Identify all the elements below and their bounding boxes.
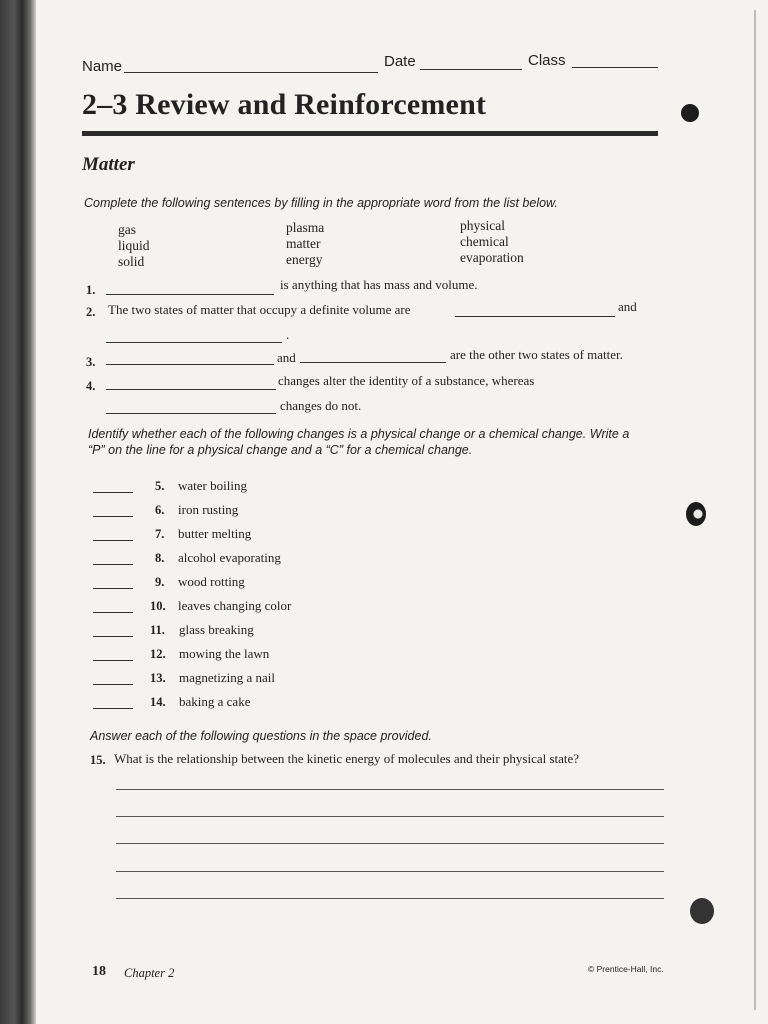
item-number: 6. <box>155 503 165 517</box>
page-title: 2–3 Review and Reinforcement <box>82 88 487 121</box>
date-field[interactable] <box>420 69 522 70</box>
page-number: 18 <box>92 964 106 979</box>
word-evaporation: evaporation <box>460 250 524 265</box>
item-text: leaves changing color <box>178 598 292 613</box>
q3-blank-1[interactable] <box>106 364 274 365</box>
word-matter: matter <box>286 236 321 251</box>
binding-edge <box>0 0 36 1024</box>
item-text: alcohol evaporating <box>178 550 281 565</box>
q15-number: 15. <box>90 753 106 767</box>
answer-blank-5[interactable] <box>93 492 133 493</box>
answer-line-4[interactable] <box>116 871 664 872</box>
item-number: 10. <box>150 599 166 613</box>
page-edge <box>754 10 756 1010</box>
item-text: butter melting <box>178 526 252 541</box>
item-text: glass breaking <box>179 622 254 637</box>
answer-blank-8[interactable] <box>93 564 133 565</box>
q1-number: 1. <box>86 283 96 297</box>
item-number: 7. <box>155 527 165 541</box>
date-label: Date <box>384 53 416 70</box>
punch-hole-top <box>681 104 699 122</box>
q2-and: and <box>618 299 637 314</box>
item-number: 13. <box>150 671 166 685</box>
q4-blank-1[interactable] <box>106 389 276 390</box>
item-number: 14. <box>150 695 166 709</box>
answer-line-2[interactable] <box>116 816 664 817</box>
class-label: Class <box>528 52 566 69</box>
section-heading: Matter <box>82 154 135 175</box>
answer-blank-11[interactable] <box>93 636 133 637</box>
item-number: 5. <box>155 479 165 493</box>
q3-and: and <box>277 350 296 365</box>
q15-text: What is the relationship between the kinetic energy of molecules and their physical state? <box>114 751 580 766</box>
answer-blank-7[interactable] <box>93 540 133 541</box>
name-field[interactable] <box>124 72 378 73</box>
item-text: water boiling <box>178 478 247 493</box>
answer-blank-10[interactable] <box>93 612 133 613</box>
q2-period: . <box>286 327 290 342</box>
answer-blank-14[interactable] <box>93 708 133 709</box>
instructions-identify-line2: “P” on the line for a physical change and a “C” for a chemical change. <box>88 443 473 457</box>
word-gas: gas <box>118 222 136 237</box>
word-solid: solid <box>118 254 145 269</box>
name-label: Name <box>82 58 123 75</box>
q4-text-b: changes do not. <box>280 398 362 413</box>
word-chemical: chemical <box>460 234 509 249</box>
answer-blank-13[interactable] <box>93 684 133 685</box>
copyright: © Prentice-Hall, Inc. <box>588 964 664 974</box>
item-text: baking a cake <box>179 694 251 709</box>
answer-line-5[interactable] <box>116 898 664 899</box>
class-field[interactable] <box>572 67 658 68</box>
q4-text-a: changes alter the identity of a substance, whereas <box>278 373 535 388</box>
item-text: magnetizing a nail <box>179 670 276 685</box>
item-number: 8. <box>155 551 165 565</box>
answer-blank-9[interactable] <box>93 588 133 589</box>
item-text: iron rusting <box>178 502 239 517</box>
answer-line-3[interactable] <box>116 843 664 844</box>
item-number: 11. <box>150 623 165 637</box>
word-liquid: liquid <box>118 238 150 253</box>
item-text: mowing the lawn <box>179 646 270 661</box>
q1-blank[interactable] <box>106 294 274 295</box>
answer-blank-6[interactable] <box>93 516 133 517</box>
q3-number: 3. <box>86 355 96 369</box>
title-rule <box>82 131 658 136</box>
item-text: wood rotting <box>178 574 245 589</box>
q2-number: 2. <box>86 305 96 319</box>
q1-text: is anything that has mass and volume. <box>280 277 478 292</box>
instructions-answer: Answer each of the following questions in the space provided. <box>90 729 432 743</box>
answer-blank-12[interactable] <box>93 660 133 661</box>
q2-text: The two states of matter that occupy a definite volume are <box>108 302 411 317</box>
word-physical: physical <box>460 218 505 233</box>
q2-blank-2[interactable] <box>106 342 282 343</box>
word-plasma: plasma <box>286 220 325 235</box>
punch-hole-middle <box>686 502 706 526</box>
instructions-identify-line1: Identify whether each of the following changes is a physical change or a chemical change. Write a <box>88 427 630 441</box>
q4-number: 4. <box>86 379 96 393</box>
item-number: 12. <box>150 647 166 661</box>
q3-text: are the other two states of matter. <box>450 347 623 362</box>
punch-hole-bottom <box>690 898 714 924</box>
q3-blank-2[interactable] <box>300 362 446 363</box>
q4-blank-2[interactable] <box>106 413 276 414</box>
q2-blank-1[interactable] <box>455 316 615 317</box>
instructions-fill-in: Complete the following sentences by filling in the appropriate word from the list below. <box>84 196 558 210</box>
answer-line-1[interactable] <box>116 789 664 790</box>
word-energy: energy <box>286 252 323 267</box>
chapter-label: Chapter 2 <box>124 966 175 980</box>
item-number: 9. <box>155 575 165 589</box>
